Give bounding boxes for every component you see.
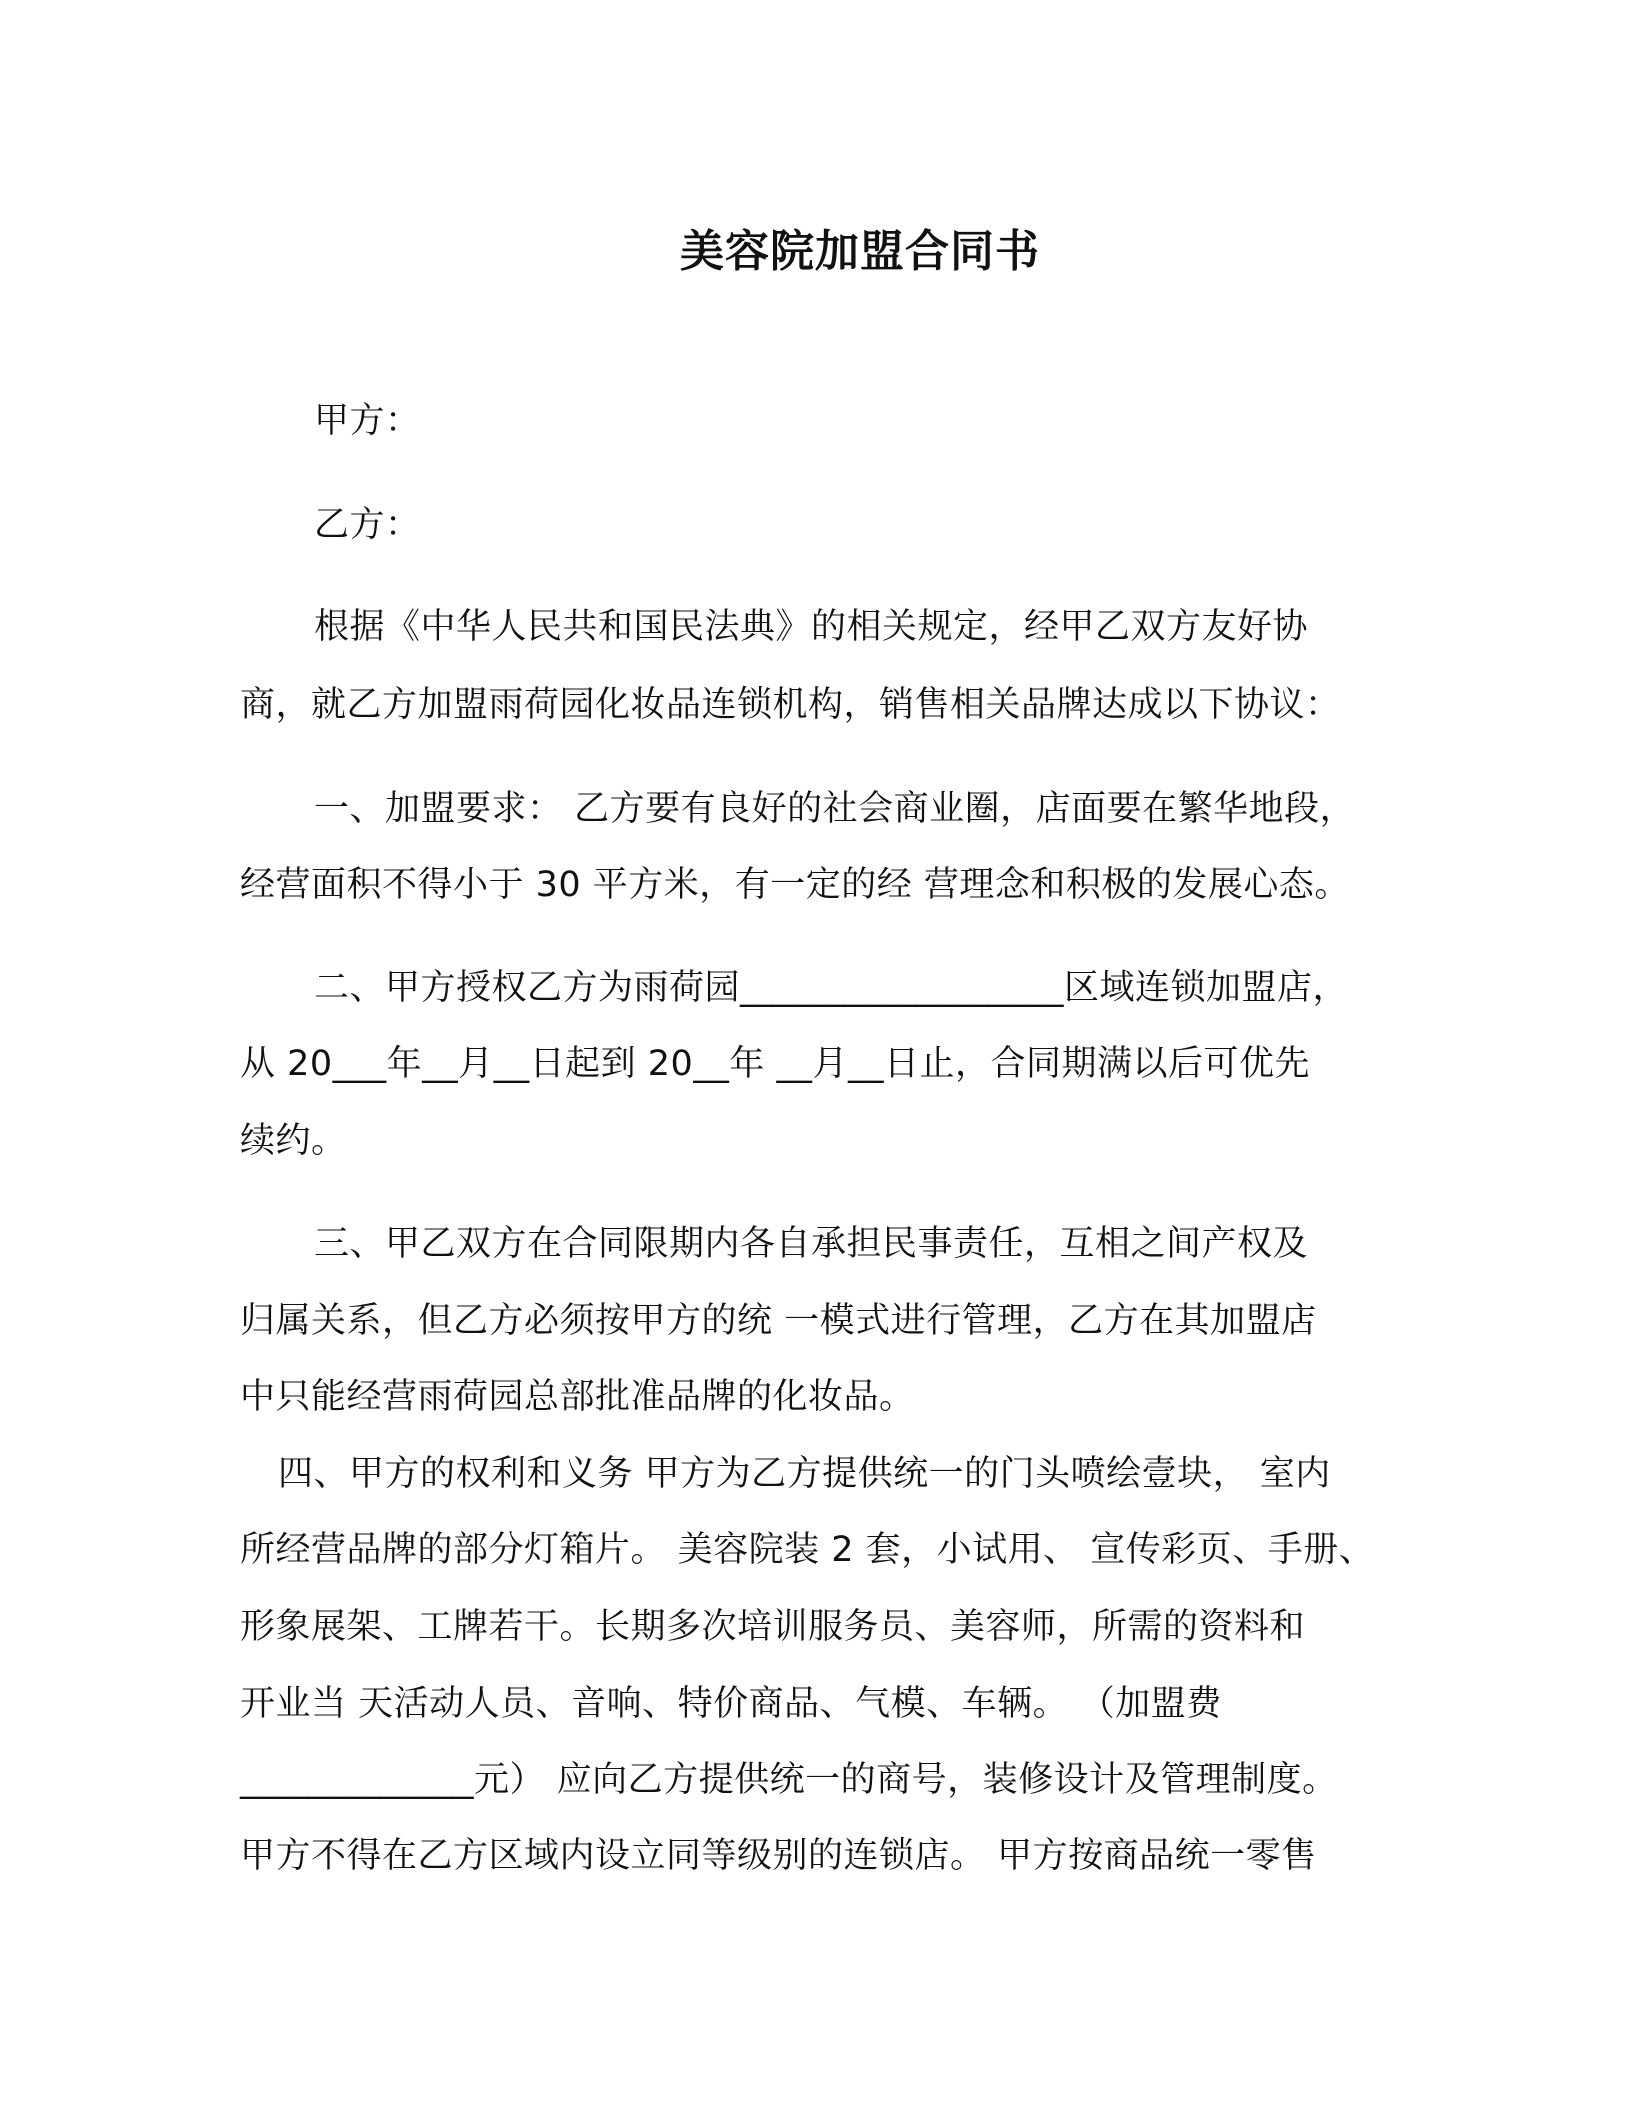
clause-3-line-2: 归属关系，但乙方必须按甲方的统 一模式进行管理，乙方在其加盟店 xyxy=(240,1301,1317,1341)
clause-4-line-2: 所经营品牌的部分灯箱片。 美容院装 2 套，小试用、 宣传彩页、手册、 xyxy=(240,1530,1375,1570)
clause-4-line-4: 开业当 天活动人员、音响、特价商品、气模、车辆。 （加盟费 xyxy=(240,1684,1222,1724)
preamble-line-2: 商，就乙方加盟雨荷园化妆品连锁机构，销售相关品牌达成以下协议： xyxy=(240,685,1341,725)
party-a-label: 甲方： xyxy=(314,401,421,441)
clause-4-line-6: 甲方不得在乙方区域内设立同等级别的连锁店。 甲方按商品统一零售 xyxy=(240,1836,1317,1876)
clause-3-line-1: 三、甲乙双方在合同限期内各自承担民事责任，互相之间产权及 xyxy=(314,1224,1309,1264)
clause-2-line-2: 从 20___年__月__日起到 20__年 __月__日止，合同期满以后可优先 xyxy=(240,1044,1310,1084)
clause-3-line-3: 中只能经营雨荷园总部批准品牌的化妆品。 xyxy=(240,1377,915,1417)
clause-1-line-1: 一、加盟要求： 乙方要有良好的社会商业圈，店面要在繁华地段， xyxy=(314,789,1356,829)
clause-2-line-1: 二、甲方授权乙方为雨荷园__________________区域连锁加盟店， xyxy=(314,968,1349,1008)
clause-1-line-2: 经营面积不得小于 30 平方米，有一定的经 营理念和积极的发展心态。 xyxy=(240,865,1350,905)
party-b-label: 乙方： xyxy=(314,505,421,545)
document-title: 美容院加盟合同书 xyxy=(680,226,1040,277)
clause-4-line-1: 四、甲方的权利和义务 甲方为乙方提供统一的门头喷绘壹块， 室内 xyxy=(278,1454,1331,1494)
clause-4-line-3: 形象展架、工牌若干。长期多次培训服务员、美容师，所需的资料和 xyxy=(240,1607,1306,1647)
preamble-line-1: 根据《中华人民共和国民法典》的相关规定，经甲乙双方友好协 xyxy=(314,607,1309,647)
clause-4-line-5: _____________元） 应向乙方提供统一的商号，装修设计及管理制度。 xyxy=(240,1760,1338,1800)
clause-2-line-3: 续约。 xyxy=(240,1121,347,1161)
